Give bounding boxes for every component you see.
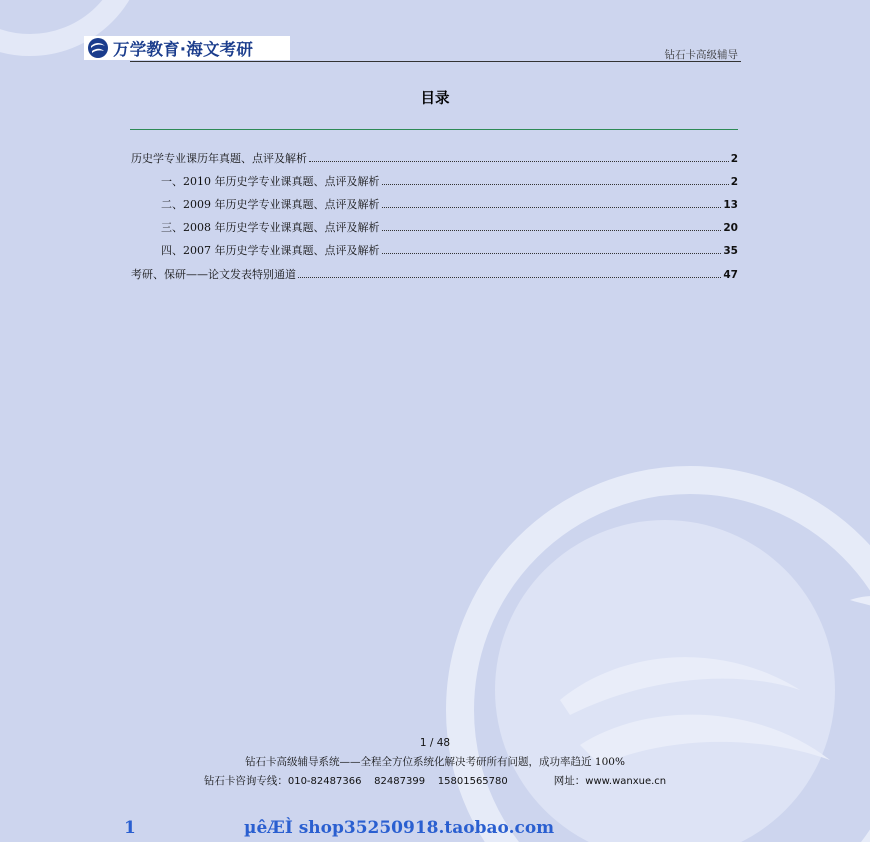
website-link[interactable]: www.wanxue.cn — [585, 776, 667, 787]
toc-entry-label[interactable]: 历史学专业课历年真题、点评及解析 — [131, 152, 307, 165]
page-indicator: 1 / 48 — [419, 737, 451, 749]
toc-leader — [298, 277, 721, 278]
header-right-text: 钻石卡高级辅导 — [664, 49, 738, 61]
header-divider — [130, 61, 741, 62]
toc-entry[interactable] — [161, 219, 738, 235]
toc-entry[interactable] — [131, 266, 738, 282]
toc-entry[interactable] — [161, 173, 738, 189]
footer-slogan: 钻石卡高级辅导系统——全程全方位系统化解决考研所有问题，成功率趋近 100% — [245, 756, 625, 768]
toc-entry[interactable] — [161, 242, 738, 258]
toc-entry[interactable] — [161, 196, 738, 212]
toc-entry-page[interactable]: 47 — [723, 269, 738, 281]
logo-globe-icon — [86, 37, 110, 59]
toc-leader — [382, 253, 722, 254]
contact-numbers: 010-82487366 82487399 15801565780 — [287, 776, 508, 787]
toc-entry-label[interactable]: 三、2008 年历史学专业课真题、点评及解析 — [161, 221, 380, 234]
toc-entry-label[interactable]: 一、2010 年历史学专业课真题、点评及解析 — [161, 175, 380, 188]
toc-leader — [382, 207, 722, 208]
toc-title: 目录 — [420, 91, 450, 107]
toc-leader — [309, 161, 729, 162]
shop-watermark-text: µêÆÌ shop35250918.taobao.com — [244, 818, 555, 838]
contact-label: 钻石卡咨询专线： — [203, 775, 288, 787]
toc-entry-page[interactable]: 13 — [723, 199, 738, 211]
toc-entry-page[interactable]: 2 — [730, 153, 738, 165]
toc-entry-label[interactable]: 考研、保研——论文发表特别通道 — [131, 268, 296, 281]
toc-leader — [382, 184, 729, 185]
toc-entry-label[interactable]: 四、2007 年历史学专业课真题、点评及解析 — [161, 244, 380, 257]
logo — [84, 36, 290, 60]
toc-entry[interactable] — [131, 150, 738, 166]
toc-entry-page[interactable]: 35 — [723, 245, 738, 257]
bottom-page-number: 1 — [124, 818, 136, 838]
toc-leader — [382, 230, 722, 231]
toc-entry-page[interactable]: 2 — [730, 176, 738, 188]
website-label: 网址： — [553, 775, 586, 787]
toc-entry-label[interactable]: 二、2009 年历史学专业课真题、点评及解析 — [161, 198, 380, 211]
logo-text: 万学教育·海文考研 — [113, 40, 254, 59]
toc-entry-page[interactable]: 20 — [723, 222, 738, 234]
footer-contact — [0, 773, 870, 788]
toc-divider — [130, 129, 738, 130]
